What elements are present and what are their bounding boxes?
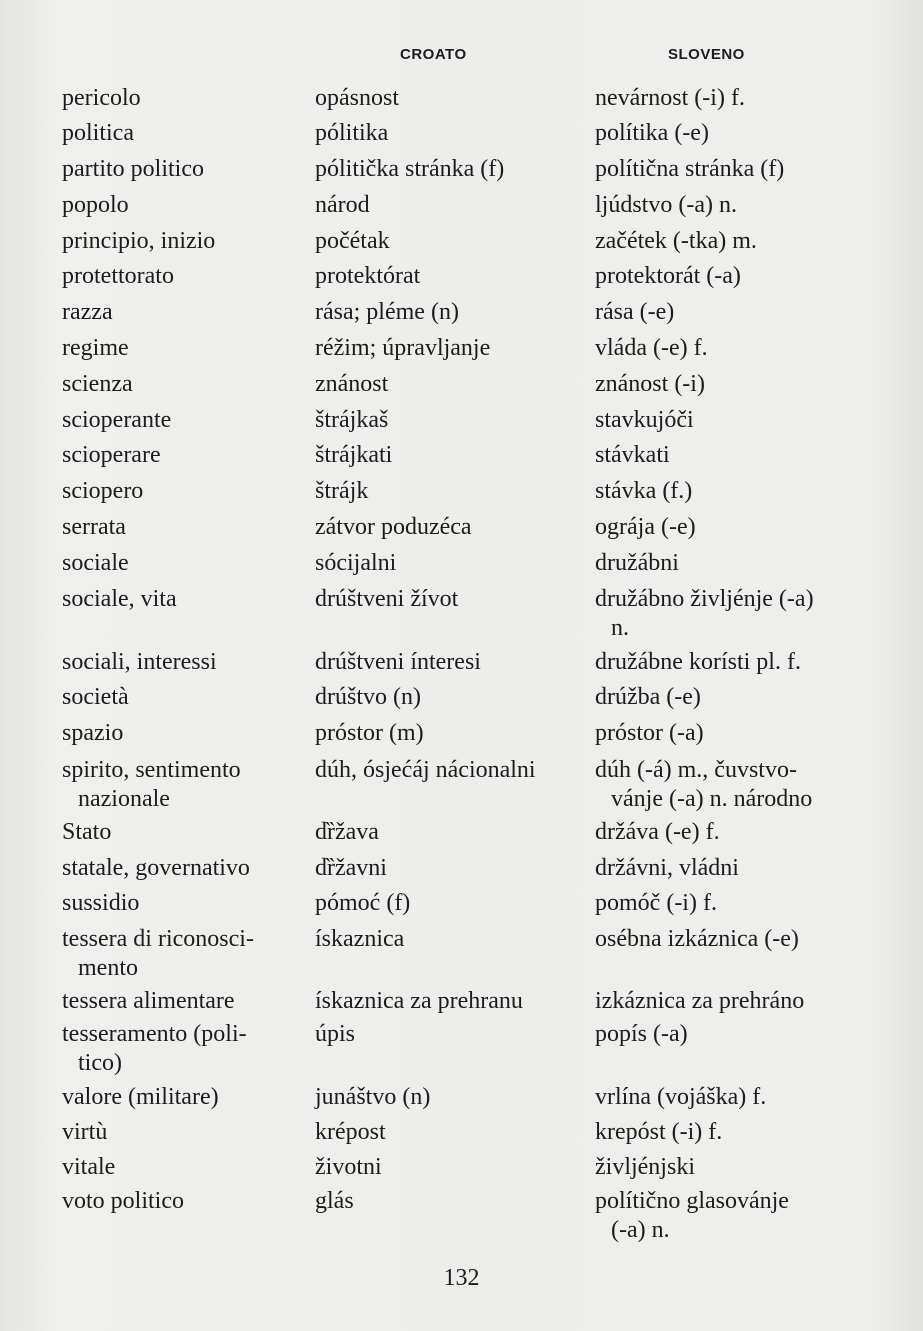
slovenian-term-text: začétek (-tka) m. [595, 228, 757, 254]
slovenian-term-text: próstor (-a) [595, 720, 704, 746]
slovenian-term [595, 84, 855, 113]
slovenian-term-text: polítično glasovánje [595, 1188, 789, 1214]
slovenian-term-text: drúžba (-e) [595, 684, 701, 710]
slovenian-term-continuation: n. [611, 615, 629, 641]
italian-term-text: Stato [62, 819, 112, 845]
italian-term-text: virtù [62, 1119, 108, 1145]
croatian-term [315, 683, 577, 712]
slovenian-term [595, 441, 855, 470]
slovenian-term [595, 648, 855, 677]
italian-term-text: tessera alimentare [62, 988, 235, 1014]
italian-term-text: popolo [62, 192, 129, 218]
slovenian-term [595, 406, 855, 435]
italian-term-text: spirito, sentimento [62, 757, 241, 783]
croatian-term-text: protektórat [315, 263, 421, 289]
slovenian-term [595, 334, 855, 363]
italian-term-text: tessera di riconosci- [62, 926, 254, 952]
slovenian-term-text: ljúdstvo (-a) n. [595, 192, 737, 218]
croatian-term [315, 854, 577, 883]
italian-term-text: serrata [62, 514, 126, 540]
page-number: 132 [443, 1265, 480, 1291]
croatian-term-text: štrájk [315, 478, 369, 504]
italian-term [62, 585, 294, 614]
header-sloveno: SLOVENO [668, 46, 745, 63]
slovenian-term [595, 925, 855, 954]
croatian-term [315, 298, 577, 327]
italian-term-text: voto politico [62, 1188, 184, 1214]
croatian-term [315, 334, 577, 363]
italian-term [62, 889, 294, 918]
croatian-term-text: dȑžava [315, 819, 379, 845]
italian-term [62, 1118, 294, 1147]
slovenian-term-text: vrlína (vojáška) f. [595, 1084, 767, 1110]
croatian-term-text: životni [315, 1154, 382, 1180]
croatian-term-text: štrájkati [315, 442, 393, 468]
croatian-term-text: štrájkaš [315, 407, 389, 433]
croatian-term-text: drúštvo (n) [315, 684, 421, 710]
slovenian-term [595, 756, 855, 814]
slovenian-term-text: popís (-a) [595, 1021, 688, 1047]
slovenian-term [595, 818, 855, 847]
slovenian-term-text: polítika (-e) [595, 120, 709, 146]
croatian-term-text: pólitika [315, 120, 389, 146]
italian-term [62, 441, 294, 470]
croatian-term [315, 585, 577, 614]
croatian-term [315, 648, 577, 677]
slovenian-term [595, 298, 855, 327]
croatian-term [315, 227, 577, 256]
croatian-term [315, 513, 577, 542]
croatian-term-text: dȑžavni [315, 855, 387, 881]
croatian-term [315, 549, 577, 578]
italian-term-text: razza [62, 299, 113, 325]
italian-term-text: scioperante [62, 407, 172, 433]
croatian-term-text: próstor (m) [315, 720, 424, 746]
croatian-term-text: glás [315, 1188, 354, 1214]
slovenian-term-text: držávni, vládni [595, 855, 739, 881]
slovenian-term-text: izkáznica za prehráno [595, 988, 805, 1014]
croatian-term [315, 155, 577, 184]
croatian-term [315, 406, 577, 435]
italian-term [62, 854, 294, 883]
slovenian-term-text: dúh (-á) m., čuvstvo- [595, 757, 797, 783]
croatian-term-text: rása; pléme (n) [315, 299, 459, 325]
slovenian-term [595, 683, 855, 712]
italian-term [62, 1083, 294, 1112]
italian-term-text: principio, inizio [62, 228, 216, 254]
croatian-term [315, 262, 577, 291]
croatian-term [315, 477, 577, 506]
croatian-term-text: réžim; úpravljanje [315, 335, 491, 361]
italian-term [62, 925, 294, 983]
italian-term-text: protettorato [62, 263, 174, 289]
slovenian-term [595, 549, 855, 578]
italian-term [62, 84, 294, 113]
italian-term-text: sciopero [62, 478, 144, 504]
croatian-term [315, 1020, 577, 1049]
croatian-term [315, 987, 577, 1016]
croatian-term [315, 119, 577, 148]
slovenian-term [595, 513, 855, 542]
croatian-term [315, 889, 577, 918]
slovenian-term [595, 1153, 855, 1182]
slovenian-term [595, 370, 855, 399]
slovenian-term [595, 119, 855, 148]
italian-term [62, 477, 294, 506]
slovenian-term-text: osébna izkáznica (-e) [595, 926, 799, 952]
slovenian-term-text: stávkati [595, 442, 670, 468]
italian-term [62, 719, 294, 748]
slovenian-term [595, 262, 855, 291]
slovenian-term [595, 854, 855, 883]
slovenian-term-text: držáva (-e) f. [595, 819, 720, 845]
croatian-term [315, 818, 577, 847]
italian-term [62, 262, 294, 291]
italian-term [62, 298, 294, 327]
slovenian-term-continuation: (-a) n. [611, 1217, 670, 1243]
italian-term-text: sociale, vita [62, 586, 177, 612]
italian-term-text: vitale [62, 1154, 116, 1180]
slovenian-term-text: ográja (-e) [595, 514, 696, 540]
croatian-term [315, 925, 577, 954]
croatian-term-text: sócijalni [315, 550, 397, 576]
italian-term [62, 549, 294, 578]
slovenian-term [595, 477, 855, 506]
croatian-term-text: zátvor poduzéca [315, 514, 472, 540]
slovenian-term-text: družábno življénje (-a) [595, 586, 814, 612]
italian-term-text: regime [62, 335, 129, 361]
slovenian-term [595, 191, 855, 220]
italian-term [62, 334, 294, 363]
italian-term [62, 119, 294, 148]
croatian-term [315, 1187, 577, 1216]
slovenian-term-text: protektorát (-a) [595, 263, 741, 289]
slovenian-term [595, 987, 855, 1016]
slovenian-term-text: polítična stránka (f) [595, 156, 785, 182]
italian-term [62, 1153, 294, 1182]
croatian-term-text: ískaznica [315, 926, 405, 952]
italian-term-text: partito politico [62, 156, 204, 182]
croatian-term-text: drúštveni žívot [315, 586, 459, 612]
italian-term-text: scienza [62, 371, 133, 397]
italian-term [62, 513, 294, 542]
croatian-term [315, 756, 577, 785]
croatian-term [315, 191, 577, 220]
croatian-term-text: pómoć (f) [315, 890, 411, 916]
italian-term-text: società [62, 684, 129, 710]
italian-term [62, 406, 294, 435]
header-croato: CROATO [400, 46, 467, 63]
slovenian-term-text: krepóst (-i) f. [595, 1119, 723, 1145]
croatian-term-text: národ [315, 192, 370, 218]
croatian-term-text: opásnost [315, 85, 399, 111]
croatian-term [315, 441, 577, 470]
italian-term [62, 987, 294, 1016]
italian-term-text: politica [62, 120, 134, 146]
slovenian-term-text: nevárnost (-i) f. [595, 85, 745, 111]
croatian-term-text: krépost [315, 1119, 386, 1145]
slovenian-term [595, 155, 855, 184]
italian-term-text: valore (militare) [62, 1084, 219, 1110]
croatian-term-text: počétak [315, 228, 390, 254]
slovenian-term-continuation: vánje (-a) n. národno [611, 786, 813, 812]
italian-term [62, 818, 294, 847]
slovenian-term [595, 585, 855, 643]
slovenian-term-text: stavkujóči [595, 407, 694, 433]
italian-term-text: scioperare [62, 442, 161, 468]
italian-term-text: sussidio [62, 890, 140, 916]
italian-term-continuation: tico) [78, 1050, 122, 1076]
slovenian-term-text: družábni [595, 550, 679, 576]
croatian-term [315, 1153, 577, 1182]
slovenian-term-text: stávka (f.) [595, 478, 693, 504]
italian-term [62, 1020, 294, 1078]
italian-term [62, 227, 294, 256]
slovenian-term-text: pomóč (-i) f. [595, 890, 717, 916]
italian-term [62, 648, 294, 677]
slovenian-term [595, 227, 855, 256]
italian-term [62, 683, 294, 712]
croatian-term-text: úpis [315, 1021, 356, 1047]
italian-term-text: sociale [62, 550, 129, 576]
italian-term-text: tesseramento (poli- [62, 1021, 247, 1047]
croatian-term-text: ískaznica za prehranu [315, 988, 523, 1014]
slovenian-term [595, 1020, 855, 1049]
italian-term [62, 191, 294, 220]
italian-term-continuation: mento [78, 955, 138, 981]
croatian-term [315, 719, 577, 748]
slovenian-term [595, 1118, 855, 1147]
croatian-term-text: znánost [315, 371, 389, 397]
italian-term-text: statale, governativo [62, 855, 250, 881]
italian-term-continuation: nazionale [78, 786, 170, 812]
italian-term [62, 370, 294, 399]
croatian-term [315, 1118, 577, 1147]
slovenian-term-text: družábne korísti pl. f. [595, 649, 801, 675]
italian-term [62, 155, 294, 184]
italian-term [62, 756, 294, 814]
croatian-term-text: dúh, ósjećáj nácionalni [315, 757, 536, 783]
slovenian-term [595, 719, 855, 748]
slovenian-term-text: vláda (-e) f. [595, 335, 708, 361]
croatian-term [315, 370, 577, 399]
italian-term-text: spazio [62, 720, 124, 746]
slovenian-term [595, 1083, 855, 1112]
slovenian-term-text: življénjski [595, 1154, 695, 1180]
italian-term-text: sociali, interessi [62, 649, 217, 675]
italian-term [62, 1187, 294, 1216]
croatian-term [315, 1083, 577, 1112]
croatian-term [315, 84, 577, 113]
croatian-term-text: drúštveni ínteresi [315, 649, 481, 675]
slovenian-term [595, 889, 855, 918]
croatian-term-text: pólitička stránka (f) [315, 156, 505, 182]
italian-term-text: pericolo [62, 85, 141, 111]
slovenian-term [595, 1187, 855, 1245]
slovenian-term-text: rása (-e) [595, 299, 675, 325]
slovenian-term-text: znánost (-i) [595, 371, 705, 397]
croatian-term-text: junáštvo (n) [315, 1084, 431, 1110]
